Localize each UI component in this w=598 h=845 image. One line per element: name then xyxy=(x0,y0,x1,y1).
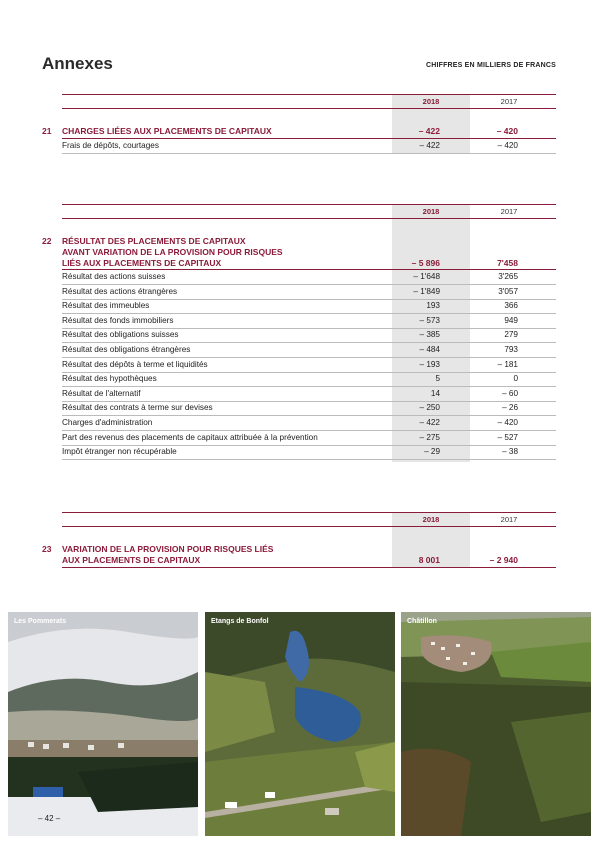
row-label: Charges d'administration xyxy=(62,418,153,427)
header-rule xyxy=(62,512,556,513)
row-value-2017: – 60 xyxy=(502,388,518,398)
section-title-line: AVANT VARIATION DE LA PROVISION POUR RISQUES xyxy=(62,247,283,257)
row-value-2018: – 29 xyxy=(424,447,440,457)
row-value-2018: – 250 xyxy=(419,403,440,413)
table-row xyxy=(62,343,556,358)
photo-chatillon xyxy=(401,612,591,836)
row-value-2017: – 420 xyxy=(497,418,518,427)
table-row xyxy=(62,445,556,460)
table-row xyxy=(62,416,556,431)
row-value-2017: 279 xyxy=(504,330,518,340)
row-value-2018: – 385 xyxy=(419,330,440,340)
row-label: Résultat de l'alternatif xyxy=(62,388,141,398)
col-header-2018: 2018 xyxy=(422,207,440,216)
col-header-2017: 2017 xyxy=(500,515,518,524)
header-rule xyxy=(62,526,556,527)
col-header-2018: 2018 xyxy=(422,515,440,524)
row-value-2018: 193 xyxy=(426,301,440,311)
col-header-2018: 2018 xyxy=(422,97,440,106)
section-total-2018: – 422 xyxy=(418,126,440,136)
col-header-2017: 2017 xyxy=(500,207,518,216)
row-value-2018: – 484 xyxy=(419,345,440,354)
table-row xyxy=(62,431,556,446)
table-row xyxy=(62,139,556,154)
row-value-2018: – 422 xyxy=(419,418,440,427)
section-total-2017: 7'458 xyxy=(497,258,518,268)
row-value-2018: – 422 xyxy=(419,141,440,150)
photo-caption: Châtillon xyxy=(407,618,437,625)
row-label: Résultat des contrats à terme sur devises xyxy=(62,403,213,413)
row-label: Résultat des actions étrangères xyxy=(62,286,178,296)
row-value-2017: – 527 xyxy=(497,432,518,442)
table-row xyxy=(62,314,556,329)
section-title-line: VARIATION DE LA PROVISION POUR RISQUES LIÉS xyxy=(62,544,274,554)
section-total-2017: – 420 xyxy=(496,126,518,136)
row-value-2018: – 193 xyxy=(419,359,440,369)
row-label: Résultat des obligations suisses xyxy=(62,330,179,340)
section-number: 23 xyxy=(42,544,52,554)
page-title: Annexes xyxy=(42,54,113,73)
table-row xyxy=(62,387,556,402)
section-number: 21 xyxy=(42,126,52,136)
section-total-2018: 8 001 xyxy=(418,555,440,565)
row-value-2018: – 1'849 xyxy=(413,286,440,296)
row-value-2017: – 420 xyxy=(497,141,518,150)
row-value-2017: – 181 xyxy=(497,359,518,369)
section-title xyxy=(62,236,382,269)
row-value-2017: – 38 xyxy=(502,447,518,457)
section-rule xyxy=(62,567,556,568)
table-row xyxy=(62,401,556,416)
section-total-2018: – 5 896 xyxy=(411,258,440,268)
row-label: Frais de dépôts, courtages xyxy=(62,141,159,150)
section-title xyxy=(62,544,382,566)
row-value-2017: 3'265 xyxy=(498,272,518,281)
row-value-2017: 3'057 xyxy=(498,286,518,296)
photo-les-pommerats xyxy=(8,612,198,836)
table-row xyxy=(62,270,556,285)
section-number: 22 xyxy=(42,236,52,246)
col-header-2017: 2017 xyxy=(500,97,518,106)
section-title-line: RÉSULTAT DES PLACEMENTS DE CAPITAUX xyxy=(62,236,246,246)
row-value-2017: 793 xyxy=(504,345,518,354)
table-row xyxy=(62,285,556,300)
table-row xyxy=(62,299,556,314)
row-label: Résultat des dépôts à terme et liquidités xyxy=(62,359,208,369)
row-value-2017: 366 xyxy=(504,301,518,311)
section-title-line: AUX PLACEMENTS DE CAPITAUX xyxy=(62,555,201,565)
row-label: Résultat des immeubles xyxy=(62,301,150,311)
row-label: Résultat des actions suisses xyxy=(62,272,166,281)
row-label: Résultat des fonds immobiliers xyxy=(62,315,174,325)
table-row xyxy=(62,328,556,343)
row-label: Résultat des obligations étrangères xyxy=(62,345,191,354)
row-value-2018: – 275 xyxy=(419,432,440,442)
photo-caption: Les Pommerats xyxy=(14,618,67,625)
header-rule xyxy=(62,108,556,109)
photo-caption: Etangs de Bonfol xyxy=(211,618,269,625)
header-rule xyxy=(62,204,556,205)
row-value-2017: 0 xyxy=(513,374,518,384)
row-value-2018: – 1'648 xyxy=(413,272,440,281)
row-label: Impôt étranger non récupérable xyxy=(62,447,177,457)
units-note: CHIFFRES EN MILLIERS DE FRANCS xyxy=(425,62,556,69)
row-value-2017: 949 xyxy=(504,315,518,325)
row-value-2017: – 26 xyxy=(502,403,518,413)
page-number: – 42 – xyxy=(38,814,61,823)
row-value-2018: 14 xyxy=(430,388,440,398)
row-value-2018: – 573 xyxy=(419,315,440,325)
section-title: CHARGES LIÉES AUX PLACEMENTS DE CAPITAUX xyxy=(62,126,272,136)
row-label: Résultat des hypothèques xyxy=(62,374,157,384)
header-rule xyxy=(62,218,556,219)
photo-etangs-de-bonfol xyxy=(205,612,395,836)
table-row xyxy=(62,372,556,387)
header-rule xyxy=(62,94,556,95)
section-title-line: LIÉS AUX PLACEMENTS DE CAPITAUX xyxy=(62,258,222,268)
row-value-2018: 5 xyxy=(435,374,440,384)
section-total-2017: – 2 940 xyxy=(489,555,518,565)
row-label: Part des revenus des placements de capitaux attribuée à la prévention xyxy=(62,432,318,442)
table-row xyxy=(62,358,556,373)
